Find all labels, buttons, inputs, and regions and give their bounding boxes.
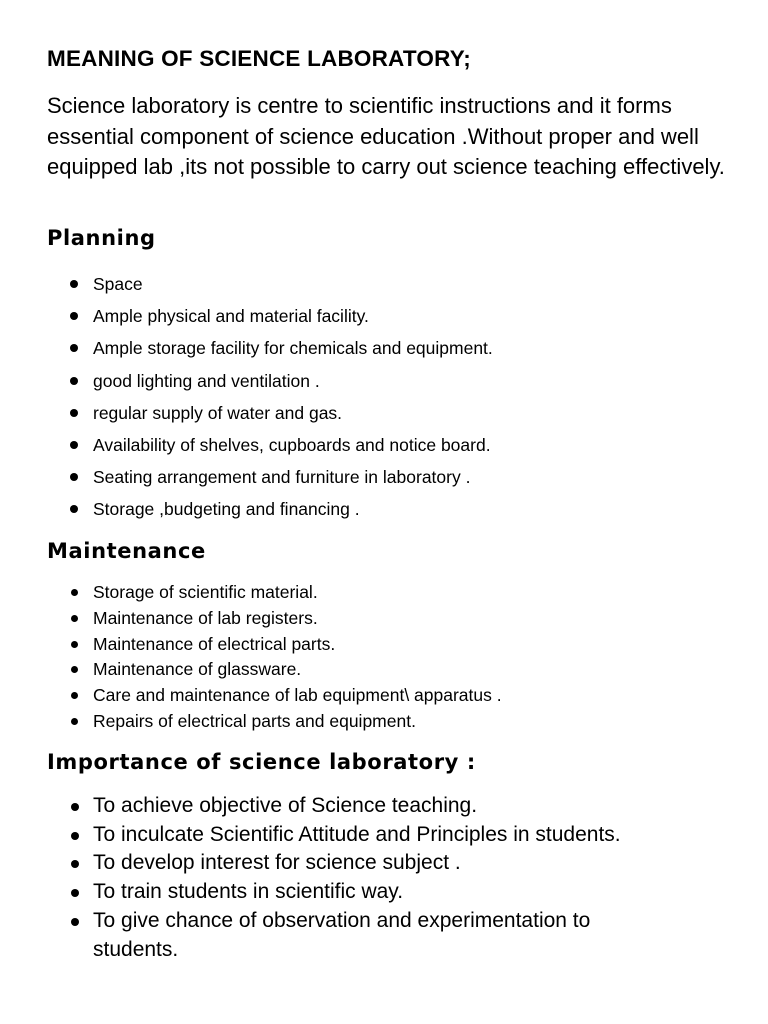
- planning-heading: Planning: [47, 226, 156, 250]
- bullet-icon: [70, 280, 78, 288]
- bullet-icon: [70, 377, 78, 385]
- list-item-text: Storage of scientific material.: [93, 582, 318, 602]
- list-item-text: Maintenance of lab registers.: [93, 607, 318, 628]
- list-item-text: Ample physical and material facility.: [93, 306, 369, 327]
- list-item: [0, 367, 493, 399]
- bullet-icon: [71, 692, 78, 699]
- bullet-icon: [70, 409, 78, 417]
- maintenance-list: [0, 580, 502, 735]
- list-item-text: To develop interest for science subject .: [93, 851, 461, 875]
- intro-paragraph: Science laboratory is centre to scientific instructions and it forms essential component of science education .Without proper and well equipped lab ,its not possible to carry out science teaching effectively.: [47, 93, 725, 179]
- bullet-icon: [71, 589, 78, 596]
- importance-list: [0, 792, 673, 964]
- list-item-text: Maintenance of electrical parts.: [93, 633, 336, 654]
- list-item: [0, 907, 673, 964]
- list-item: [0, 334, 493, 366]
- list-item-text: Space: [93, 274, 143, 294]
- maintenance-heading: Maintenance: [47, 539, 206, 563]
- list-item-text: To train students in scientific way.: [93, 880, 404, 904]
- bullet-icon: [71, 666, 78, 673]
- bullet-icon: [71, 860, 79, 868]
- list-item: [0, 399, 493, 431]
- list-item: [0, 821, 673, 850]
- bullet-icon: [71, 718, 78, 725]
- list-item: [0, 270, 493, 302]
- list-item: [0, 709, 502, 735]
- list-item-text: Repairs of electrical parts and equipment.: [93, 710, 416, 731]
- list-item-text: Care and maintenance of lab equipment\ apparatus .: [93, 685, 502, 706]
- list-item-text: Seating arrangement and furniture in laboratory .: [93, 467, 471, 488]
- list-item-text: Storage ,budgeting and financing .: [93, 499, 360, 520]
- list-item: [0, 463, 493, 495]
- page-title: MEANING OF SCIENCE LABORATORY;: [47, 46, 471, 71]
- importance-heading: Importance of science laboratory :: [47, 750, 476, 774]
- list-item: [0, 495, 493, 527]
- bullet-icon: [70, 312, 78, 320]
- bullet-icon: [71, 641, 78, 648]
- list-item: [0, 580, 502, 606]
- list-item-text: To inculcate Scientific Attitude and Principles in students.: [93, 822, 621, 846]
- list-item: [0, 431, 493, 463]
- list-item: [0, 632, 502, 658]
- list-item-text: Ample storage facility for chemicals and equipment.: [93, 338, 493, 359]
- bullet-icon: [70, 441, 78, 449]
- list-item: [0, 606, 502, 632]
- list-item-text: Availability of shelves, cupboards and notice board.: [93, 434, 491, 455]
- planning-list: [0, 270, 493, 528]
- bullet-icon: [71, 803, 79, 811]
- list-item-text: regular supply of water and gas.: [93, 402, 343, 423]
- bullet-icon: [70, 505, 78, 513]
- list-item-text: good lighting and ventilation .: [93, 370, 320, 391]
- list-item: [0, 878, 673, 907]
- list-item: [0, 792, 673, 821]
- list-item: [0, 849, 673, 878]
- list-item: [0, 302, 493, 334]
- bullet-icon: [71, 832, 79, 840]
- list-item: [0, 683, 502, 709]
- bullet-icon: [71, 615, 78, 622]
- bullet-icon: [70, 344, 78, 352]
- list-item: [0, 657, 502, 683]
- list-item-text: To give chance of observation and experimentation to students.: [93, 908, 591, 961]
- list-item-text: To achieve objective of Science teaching.: [93, 794, 478, 817]
- bullet-icon: [71, 889, 79, 897]
- list-item-text: Maintenance of glassware.: [93, 659, 302, 680]
- bullet-icon: [71, 918, 79, 926]
- bullet-icon: [70, 473, 78, 481]
